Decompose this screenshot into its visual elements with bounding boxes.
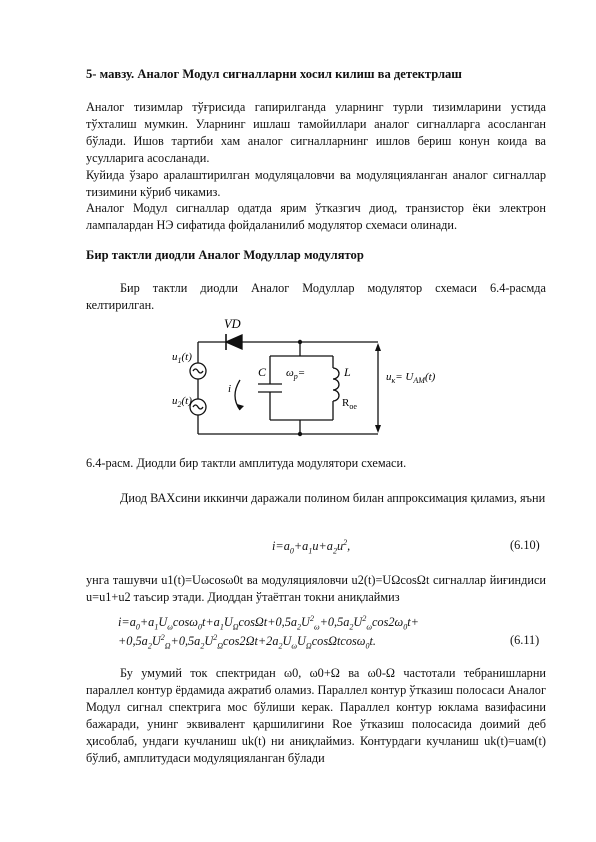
modulator-circuit-diagram	[160, 316, 460, 440]
paragraph-intro	[86, 99, 546, 234]
paragraph-analog-systems: Аналог тизимлар тўғрисида гапирилганда уларнинг турли тизимларини устида тўхталиш мумкин. Уларнинг ишлаш тамойиллари аналог сигналларга асосланган бўлади. Ишов тартиби хам аналог сигналларнинг ишлов бериш конун коида ва усулларига асосланади.	[86, 100, 546, 165]
heading-topic: 5- мавзу. Аналог Модул сигналларни хосил килиш ва детектрлаш	[86, 67, 462, 81]
label-resistance: $R_{oe}$	[342, 397, 357, 411]
label-output-voltage: $u_к= U_{AM}(t)$	[386, 371, 436, 385]
label-vd: VD	[224, 317, 241, 331]
paragraph-spectrum: Бу умумий ток спектридан ω0, ω0+Ω ва ω0-Ω частотали тебранишларни параллел контур ёрдамида ажратиб оламиз. Параллел контур ўтказиш полосаси Аналог Модул сигнал спектрига мос бўлиши керак. Параллел контур юклама вазифасини бажаради, унинг эквивалент қаршилигини Roe ўтказиш полосасида доимий деб ҳисоблаб, ундаги кучланиш uk(t) ни аниқлаймиз. Контурдаги кучланиш uk(t)=uам(t) бўлиб, амплитудаси модуляцияланган бўлади	[86, 666, 546, 765]
label-omega: $\omega_p=$	[286, 367, 306, 381]
label-u1: $u_1(t)$	[172, 351, 192, 365]
paragraph-figure-ref: Бир тактли диодли Аналог Модуллар модулятор схемаси 6.4-расмда келтирилган.	[86, 281, 546, 312]
equation-number-6-11: (6.11)	[510, 633, 540, 647]
label-u2: $u_2(t)$	[172, 395, 192, 409]
label-current: i	[228, 383, 232, 395]
equation-number-6-10: (6.10)	[510, 538, 540, 552]
label-capacitor: C	[258, 365, 267, 379]
figure-caption: 6.4-расм. Диодли бир тактли амплитуда модулятори схемаси.	[86, 456, 407, 470]
equation-6-11-line2: $+0,5a_2U^2_\Omega+0,5a_2U^2_\Omega\cos 2\Omega t+2a_2U_\omega U_\Omega\cos\Omega tcos\omega_0t$.	[118, 633, 376, 651]
equation-6-10: $i=a_0+a_1u+a_2u^2$,	[272, 538, 351, 556]
paragraph-mixed-signals: Куйида ўзаро аралаштирилган модуляцаловчи ва модуляцияланган аналог сигналлар тизимини кўриб чикамиз.	[86, 167, 546, 199]
paragraph-carrier-signals: унга ташувчи u1(t)=Uωcosω0t ва модуляцияловчи u2(t)=UΩcosΩt сигналлар йиғиндиси u=u1+u2 таъсир этади. Диоддан ўтаётган токни аниқлаймиз	[86, 573, 546, 604]
equation-6-11-line1: $i=a_0+a_1U_\omega\cos\omega_0t+a_1U_\Omega\cos\Omega t+0,5a_2U^2_\omega+0,5a_2U^2_\omega\cos 2\omega_0t+$	[118, 614, 419, 632]
heading-single-cycle: Бир тактли диодли Аналог Модуллар модулятор	[86, 248, 364, 262]
label-inductor: L	[344, 365, 351, 379]
paragraph-modulator-devices: Аналог Модул сигналлар одатда ярим ўтказгич диод, транзистор ёки электрон лампалардан НЭ сифатида фойдаланилиб модулятор схемаси олинади.	[86, 201, 546, 233]
paragraph-approximation: Диод ВАХсини иккинчи даражали полином билан аппроксимация қиламиз, яъни	[120, 491, 546, 505]
